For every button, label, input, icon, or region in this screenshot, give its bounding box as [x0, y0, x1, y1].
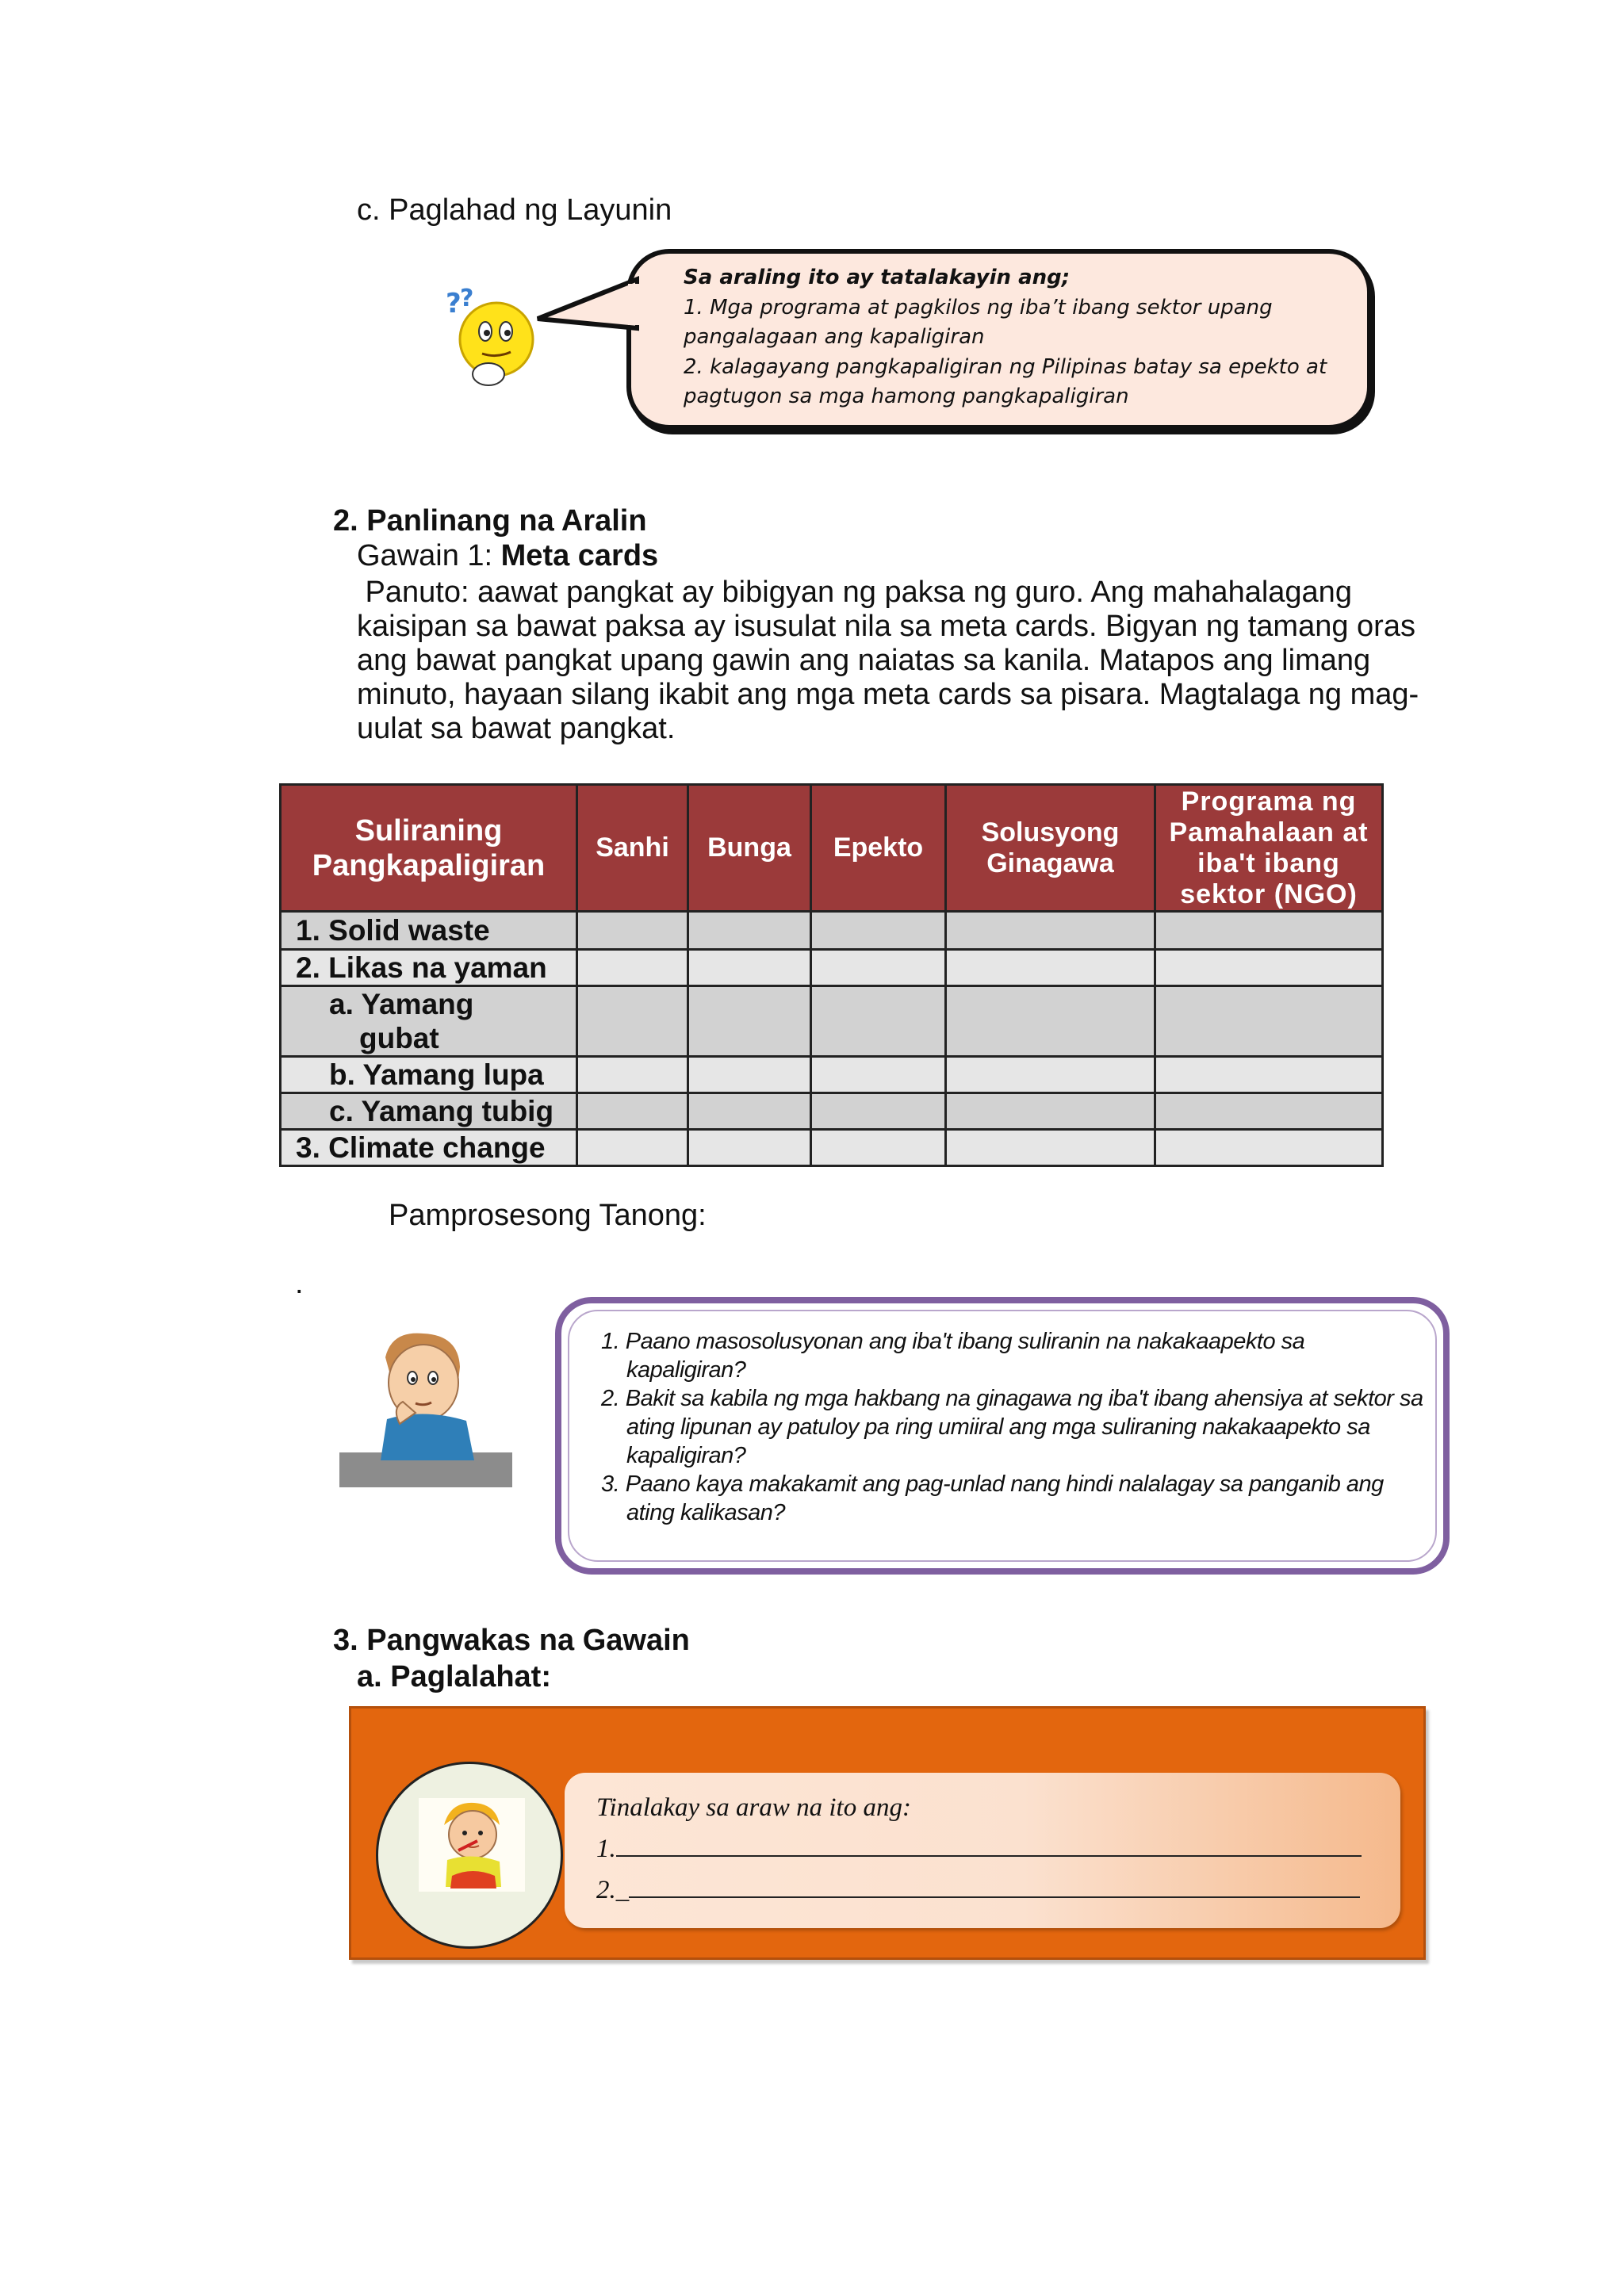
row-label: 2. Likas na yaman: [281, 950, 577, 986]
activity-name: Meta cards: [500, 539, 659, 572]
table-row: [281, 1093, 1383, 1130]
table-cell[interactable]: [811, 1093, 946, 1130]
processing-title: Pamprosesong Tanong:: [389, 1199, 707, 1232]
row-label: a. Yamang gubat: [281, 986, 577, 1057]
question-item: 3. Paano kaya makakamit ang pag-unlad nang hindi nalalagay sa panganib ang ating kalikasan?: [601, 1471, 1384, 1525]
instruction-line: minuto, hayaan silang ikabit ang mga meta cards sa pisara. Magtalaga ng mag-: [357, 678, 1419, 711]
table-cell[interactable]: [1155, 1093, 1383, 1130]
header-suliranin: Suliraning Pangkapaligiran: [281, 785, 577, 912]
table-cell[interactable]: [811, 950, 946, 986]
table-cell[interactable]: [1155, 912, 1383, 950]
thinking-boy-icon: [339, 1326, 514, 1492]
objective-line: 1. Mga programa at pagkilos ng iba’t ibang sektor upang: [684, 295, 1273, 320]
instruction-line: Panuto: aawat pangkat ay bibigyan ng paksa ng guro. Ang mahahalagang: [357, 576, 1352, 609]
table-cell[interactable]: [688, 1130, 811, 1166]
header-programa: Programa ng Pamahalaan at iba't ibang sektor (NGO): [1155, 785, 1383, 912]
row-label: b. Yamang lupa: [281, 1057, 577, 1093]
instructions-paragraph: [357, 576, 1467, 746]
header-epekto: Epekto: [811, 785, 946, 912]
table-cell[interactable]: [577, 1093, 688, 1130]
table-cell[interactable]: [946, 1130, 1155, 1166]
writing-boy-icon: [412, 1793, 531, 1896]
table-row: [281, 1130, 1383, 1166]
objectives-intro: Sa araling ito ay tatalakayin ang;: [684, 266, 1071, 289]
table-cell[interactable]: [688, 950, 811, 986]
table-cell[interactable]: [946, 986, 1155, 1057]
header-sanhi: Sanhi: [577, 785, 688, 912]
row-label: 3. Climate change: [281, 1130, 577, 1166]
table-cell[interactable]: [577, 950, 688, 986]
table-cell[interactable]: [946, 1057, 1155, 1093]
summary-text: [596, 1787, 1365, 1911]
row-label: 1. Solid waste: [281, 912, 577, 950]
objective-line: pangalagaan ang kapaligiran: [684, 325, 985, 349]
table-cell[interactable]: [1155, 986, 1383, 1057]
table-cell[interactable]: [946, 950, 1155, 986]
bubble-tail: [536, 273, 639, 344]
stray-dot: .: [295, 1267, 304, 1300]
question-item: 1. Paano masosolusyonan ang iba't ibang suliranin na nakakaapekto sa kapaligiran?: [601, 1329, 1305, 1383]
section-c-title: c. Paglahad ng Layunin: [357, 193, 672, 227]
table-cell[interactable]: [577, 1057, 688, 1093]
svg-text:?: ?: [460, 285, 474, 312]
table-cell[interactable]: [946, 912, 1155, 950]
section-3-subtitle: a. Paglalahat:: [357, 1660, 551, 1693]
objective-line: pagtugon sa mga hamong pangkapaligiran: [684, 385, 1129, 408]
table-row: [281, 986, 1383, 1057]
table-cell[interactable]: [1155, 950, 1383, 986]
table-row: [281, 950, 1383, 986]
table-header-row: [281, 785, 1383, 912]
instruction-line: uulat sa bawat pangkat.: [357, 712, 676, 745]
table-row: [281, 1057, 1383, 1093]
table-cell[interactable]: [688, 986, 811, 1057]
section-3-title: 3. Pangwakas na Gawain: [333, 1624, 690, 1657]
svg-text:?: ?: [446, 288, 462, 320]
table-row: [281, 912, 1383, 950]
table-cell[interactable]: [577, 986, 688, 1057]
table-cell[interactable]: [577, 912, 688, 950]
table-cell[interactable]: [811, 1057, 946, 1093]
questions-list: [601, 1327, 1426, 1527]
question-item: 2. Bakit sa kabila ng mga hakbang na ginagawa ng iba't ibang ahensiya at sektor sa ating lipunan ay patuloy pa ring umiiral ang mga suliraning nakakaapekto sa kapaligiran?: [601, 1386, 1423, 1468]
table-cell[interactable]: [1155, 1130, 1383, 1166]
table-cell[interactable]: [811, 912, 946, 950]
instruction-line: kaisipan sa bawat paksa ay isusulat nila sa meta cards. Bigyan ng tamang oras: [357, 610, 1415, 643]
summary-blank-1[interactable]: 1.: [596, 1828, 1365, 1869]
thinking-emoji-icon: [441, 285, 544, 396]
instruction-line: ang bawat pangkat upang gawin ang naiatas sa kanila. Matapos ang limang: [357, 644, 1371, 677]
table-cell[interactable]: [811, 1130, 946, 1166]
activity-title: [357, 539, 658, 573]
objective-line: 2. kalagayang pangkapaligiran ng Pilipinas batay sa epekto at: [684, 354, 1327, 379]
table-cell[interactable]: [688, 912, 811, 950]
summary-blank-2[interactable]: 2._: [596, 1869, 1365, 1911]
table-cell[interactable]: [688, 1093, 811, 1130]
table-cell[interactable]: [1155, 1057, 1383, 1093]
header-bunga: Bunga: [688, 785, 811, 912]
row-label: c. Yamang tubig: [281, 1093, 577, 1130]
table-cell[interactable]: [811, 986, 946, 1057]
table-cell[interactable]: [946, 1093, 1155, 1130]
summary-intro: Tinalakay sa araw na ito ang:: [596, 1793, 911, 1822]
activity-prefix: Gawain 1:: [357, 539, 501, 572]
section-2-title: 2. Panlinang na Aralin: [333, 504, 647, 538]
table-cell[interactable]: [577, 1130, 688, 1166]
header-solusyon: Solusyong Ginagawa: [946, 785, 1155, 912]
meta-cards-table: [279, 783, 1384, 1167]
table-cell[interactable]: [688, 1057, 811, 1093]
objectives-text: [684, 263, 1334, 412]
